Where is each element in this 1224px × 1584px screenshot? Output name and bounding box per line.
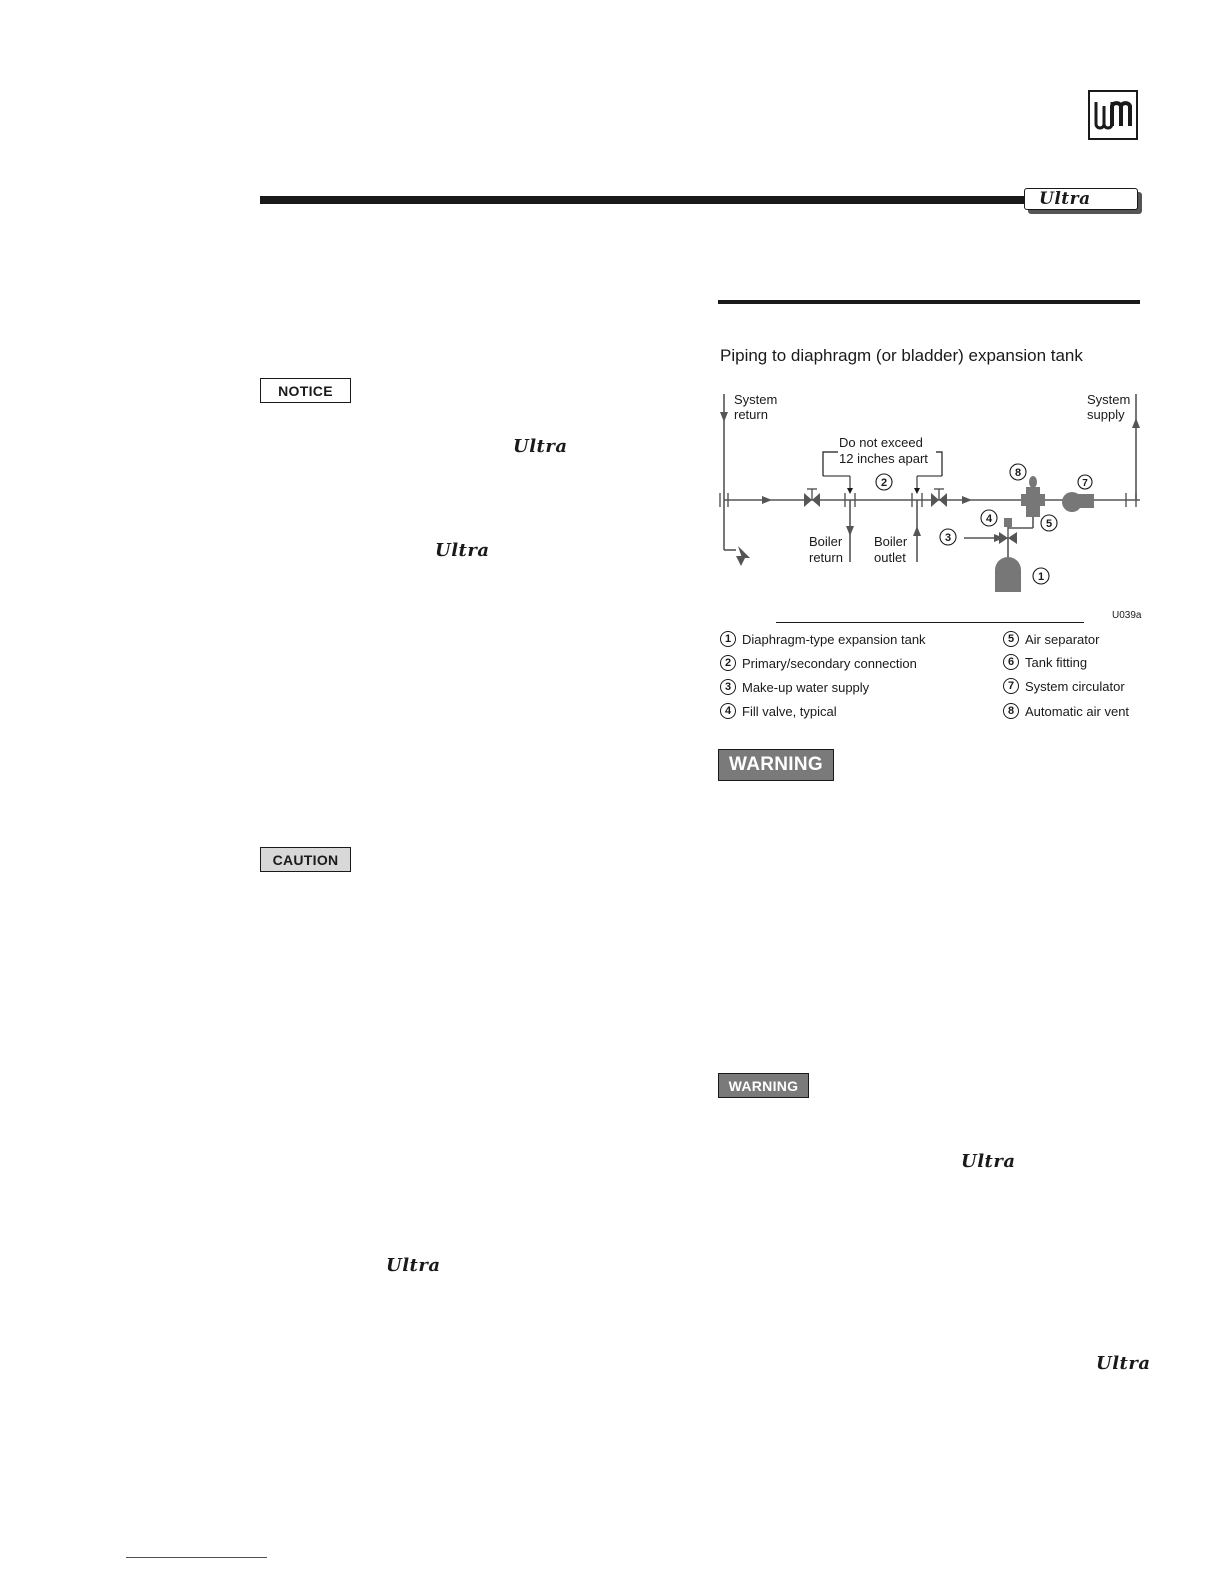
boiler-return-label: Boiler [809, 534, 843, 549]
legend-text: Make-up water supply [742, 679, 870, 695]
callout-label: 5 [1045, 518, 1053, 530]
legend-item [720, 679, 869, 695]
callout-label: 4 [985, 513, 993, 525]
legend-item [720, 631, 926, 647]
brand-name-inline: Ultra [386, 1255, 441, 1276]
legend-number: 2 [720, 655, 736, 671]
legend-text: Diaphragm-type expansion tank [742, 631, 926, 647]
logo-mark-icon [1090, 92, 1136, 138]
warning-badge: WARNING [718, 1073, 809, 1098]
notice-badge: NOTICE [260, 378, 351, 403]
brand-name-inline: Ultra [435, 540, 490, 561]
brand-name-inline: Ultra [961, 1151, 1016, 1172]
legend-text: Tank fitting [1025, 654, 1088, 670]
expansion-tank-piping-diagram [716, 386, 1146, 616]
legend-number: 6 [1003, 654, 1019, 670]
warning-badge: WARNING [718, 749, 834, 781]
callout-label: 8 [1014, 467, 1022, 479]
footer-link-underline[interactable] [126, 1557, 267, 1558]
header-rule [260, 196, 1040, 204]
figure-title: Piping to diaphragm (or bladder) expansion tank [720, 346, 1083, 365]
spacing-note-label: Do not exceed [839, 435, 923, 450]
legend-number: 3 [720, 679, 736, 695]
brand-name-inline: Ultra [513, 436, 568, 457]
callout-label: 2 [880, 477, 888, 489]
valve-icon [931, 489, 947, 507]
boiler-outlet-label: Boiler [874, 534, 908, 549]
legend-text: System circulator [1025, 678, 1125, 694]
caution-badge: CAUTION [260, 847, 351, 872]
legend-text: Automatic air vent [1025, 703, 1130, 719]
legend-number: 8 [1003, 703, 1019, 719]
system-supply-label: supply [1087, 407, 1125, 422]
system-return-label: System [734, 392, 778, 407]
legend-item [1003, 703, 1129, 719]
legend-text: Fill valve, typical [742, 703, 837, 719]
section-rule [718, 300, 1140, 304]
system-supply-label: System [1087, 392, 1131, 407]
figure-rule [776, 622, 1084, 623]
brand-name-inline: Ultra [1096, 1353, 1151, 1374]
boiler-return-label: return [809, 550, 843, 565]
figure-code: U039a [1112, 610, 1142, 621]
legend-item [1003, 654, 1087, 670]
legend-number: 1 [720, 631, 736, 647]
legend-item [1003, 678, 1125, 694]
legend-item [1003, 631, 1099, 647]
weil-mclain-logo [1088, 90, 1138, 140]
legend-number: 4 [720, 703, 736, 719]
legend-number: 5 [1003, 631, 1019, 647]
callout-label: 3 [944, 532, 952, 544]
brand-tab-label: Ultra [1039, 189, 1091, 209]
boiler-outlet-label: outlet [874, 550, 906, 565]
air-vent-icon [1029, 476, 1037, 488]
spacing-note-label: 12 inches apart [839, 451, 928, 466]
system-return-label: return [734, 407, 768, 422]
legend-text: Air separator [1025, 631, 1100, 647]
callout-label: 7 [1082, 478, 1088, 489]
legend-item [720, 703, 837, 719]
legend-item [720, 655, 917, 671]
legend-text: Primary/secondary connection [742, 655, 917, 671]
expansion-tank-icon [995, 557, 1021, 592]
legend-number: 7 [1003, 678, 1019, 694]
valve-icon [804, 489, 820, 507]
flow-arrow-icon [720, 412, 728, 422]
callout-label: 1 [1037, 571, 1045, 583]
brand-tab [1024, 188, 1138, 210]
